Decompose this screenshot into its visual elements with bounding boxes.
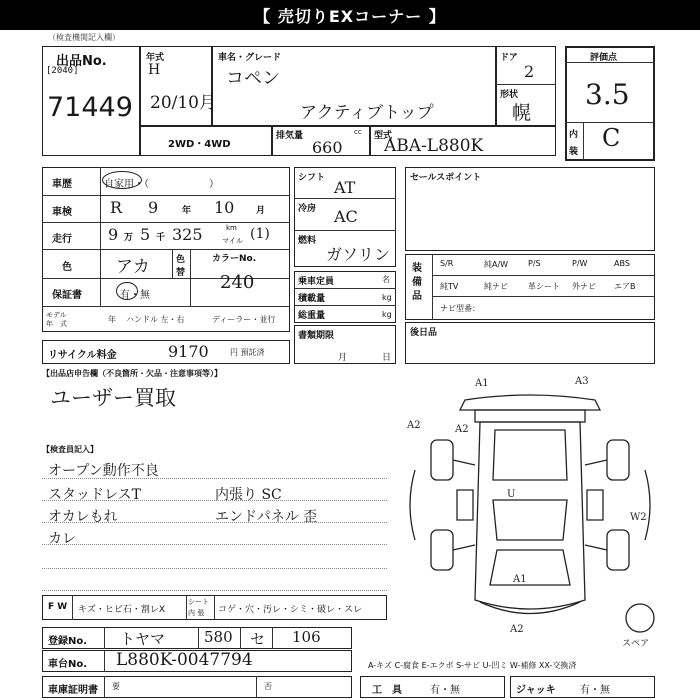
score-label: 評価点	[590, 53, 618, 63]
model-value: ABA-L880K	[384, 136, 484, 156]
capacity-unit: 名	[382, 275, 390, 284]
mileage-unit-km: km	[226, 224, 237, 232]
drive-label: 2WD・4WD	[168, 139, 231, 150]
declaration-label: 【出品店申告欄（不良箇所・欠品・注意事項等）】	[42, 369, 222, 378]
equipment-option: 革シート	[528, 282, 560, 291]
lot-number: 71449	[47, 92, 133, 123]
ac-value: AC	[334, 207, 358, 226]
damage-mark: A1	[475, 378, 489, 389]
inspection-year: 9	[148, 198, 159, 217]
color-change-2: 替	[176, 268, 186, 278]
capacity-label: 乗車定員	[298, 277, 335, 287]
tools-label: 工 具	[372, 685, 402, 696]
damage-mark: W2	[630, 512, 647, 523]
inspector-line-1: オープン動作不良	[48, 463, 159, 479]
model-year-label-2: 年 式	[46, 320, 67, 328]
inspection-year-unit: 年	[182, 206, 192, 216]
seat-label: シート	[188, 598, 209, 606]
lot-small-code: [2040]	[46, 66, 79, 76]
weight-unit: kg	[382, 310, 392, 319]
displacement-value: 660	[312, 138, 343, 157]
model-year-unit: 年	[108, 315, 116, 324]
garage-cert-not-required: 否	[264, 682, 272, 691]
car-name: コペン	[226, 68, 280, 89]
dealer-option: ディーラー・並行	[212, 315, 276, 324]
chassis-value: L880K-0047794	[116, 650, 253, 670]
interior-label-2: 装	[569, 147, 579, 157]
inspector-line-3: オカレもれ	[48, 509, 118, 525]
mileage-sen: 5	[140, 225, 151, 244]
mileage-sen-unit: 千	[156, 233, 166, 243]
damage-mark: A2	[510, 624, 524, 635]
mileage-man-unit: 万	[124, 233, 134, 243]
equipment-option: ABS	[614, 259, 630, 268]
year-era: H	[148, 62, 161, 78]
jack-label: ジャッキ	[516, 685, 556, 696]
car-label: 車名・グレード	[218, 53, 282, 63]
ac-label: 冷房	[298, 204, 317, 214]
color-no-label: カラーNo.	[212, 254, 257, 264]
equipment-option: エアB	[614, 282, 636, 291]
color-value: アカ	[116, 257, 150, 277]
docs-day: 日	[382, 353, 392, 363]
shift-label: シフト	[298, 173, 326, 183]
history-value: 自家用・（ ）	[104, 179, 219, 190]
damage-mark: A2	[455, 424, 469, 435]
color-no-value: 240	[220, 272, 255, 293]
mileage-label: 走行	[52, 234, 72, 245]
inspector-right-line-2: エンドパネル 歪	[215, 509, 318, 525]
registration-area: トヤマ	[120, 630, 166, 648]
tools-value: 有・無	[430, 685, 460, 696]
warranty-value: 有・無	[120, 290, 150, 301]
fuel-label: 燃料	[298, 236, 317, 246]
model-year-label-1: モデル	[46, 311, 67, 319]
handle-option: ハンドル 左・右	[126, 315, 185, 324]
aftermarket-label: 後日品	[410, 328, 438, 338]
damage-mark: U	[507, 489, 516, 500]
equipment-option: S/R	[440, 259, 454, 268]
shape-value: 幌	[512, 102, 532, 124]
year-label: 年式	[146, 53, 165, 63]
registration-label: 登録No.	[48, 636, 88, 647]
equipment-option: 純TV	[440, 282, 459, 291]
damage-mark: A2	[407, 420, 421, 431]
equipment-option: 純A/W	[484, 260, 509, 269]
inspection-org-note: （検査機関記入欄）	[48, 33, 120, 42]
load-label: 積載量	[298, 294, 326, 304]
seat-label-2: 内 張	[188, 609, 205, 617]
inspector-label: 【検査員記入】	[42, 445, 98, 454]
recycle-unit: 円 預託済	[230, 348, 265, 357]
interior-value: C	[602, 124, 621, 152]
inspection-month: 10	[214, 198, 235, 217]
car-grade: アクティブトップ	[300, 103, 434, 123]
equipment-option: P/W	[572, 259, 588, 268]
color-label: 色	[62, 262, 72, 273]
mileage-extra: (1)	[250, 226, 270, 242]
weight-label: 総重量	[298, 311, 326, 321]
shape-label: 形状	[500, 90, 519, 100]
car-diagram	[395, 370, 665, 640]
displacement-unit: cc	[354, 128, 362, 136]
history-label: 車歴	[52, 179, 72, 190]
inspection-month-unit: 月	[256, 206, 266, 216]
registration-number: 106	[292, 628, 321, 646]
equipment-option: P/S	[528, 259, 541, 268]
model-label: 型式	[374, 131, 393, 141]
navi-model-label: ナビ型番：	[440, 304, 480, 313]
door-label: ドア	[500, 53, 518, 63]
damage-mark: A3	[575, 376, 589, 387]
equipment-label: 装備品	[412, 263, 422, 302]
damage-mark: A1	[513, 574, 527, 585]
lot-label: 出品No.	[56, 54, 107, 69]
garage-cert-required: 要	[112, 682, 120, 691]
jack-value: 有・無	[580, 685, 610, 696]
door-value: 2	[524, 62, 535, 81]
registration-class: 580	[204, 628, 233, 646]
recycle-value: 9170	[168, 342, 209, 361]
year-value: 20/10月	[150, 93, 216, 113]
inspection-label: 車検	[52, 207, 72, 218]
inspector-right-line-1: 内張り SC	[215, 487, 282, 503]
load-unit: kg	[382, 293, 392, 302]
seat-items: コゲ・穴・汚レ・シミ・破レ・スレ	[218, 605, 363, 615]
chassis-label: 車台No.	[48, 659, 88, 670]
spare-label: スペア	[622, 639, 650, 649]
displacement-label: 排気量	[276, 131, 304, 141]
aftermarket-box	[405, 322, 655, 364]
mileage-rest: 325	[172, 225, 203, 244]
fw-label: F W	[48, 602, 68, 612]
recycle-label: リサイクル料金	[48, 350, 117, 361]
fuel-value: ガソリン	[326, 245, 391, 264]
sales-point-label: セールスポイント	[410, 173, 482, 183]
color-change-1: 色	[176, 255, 186, 265]
mileage-man: 9	[108, 225, 119, 244]
score-value: 3.5	[585, 78, 630, 111]
inspection-era: R	[110, 198, 123, 217]
damage-legend: A-キズ C-腐食 E-エクボ S-サビ U-凹ミ W-補修 XX-交換済	[368, 661, 577, 670]
mileage-unit-mile: マイル	[222, 237, 243, 245]
docs-label: 書類期限	[298, 331, 335, 341]
shift-value: AT	[334, 178, 356, 197]
equipment-option: 外ナビ	[572, 282, 596, 291]
garage-cert-label: 車庫証明書	[48, 685, 98, 696]
fw-items: キズ・ヒビ石・割レX	[78, 605, 165, 615]
warranty-label: 保証書	[52, 290, 82, 301]
banner: 【 売切りEXコーナー 】	[0, 0, 700, 30]
registration-kana: セ	[250, 630, 266, 648]
interior-label-1: 内	[569, 130, 579, 140]
equipment-option: 純ナビ	[484, 282, 508, 291]
declaration-value: ユーザー買取	[50, 386, 176, 410]
inspector-line-2: スタッドレスT	[48, 487, 141, 503]
docs-month: 月	[338, 353, 348, 363]
inspector-line-4: カレ	[48, 531, 76, 547]
